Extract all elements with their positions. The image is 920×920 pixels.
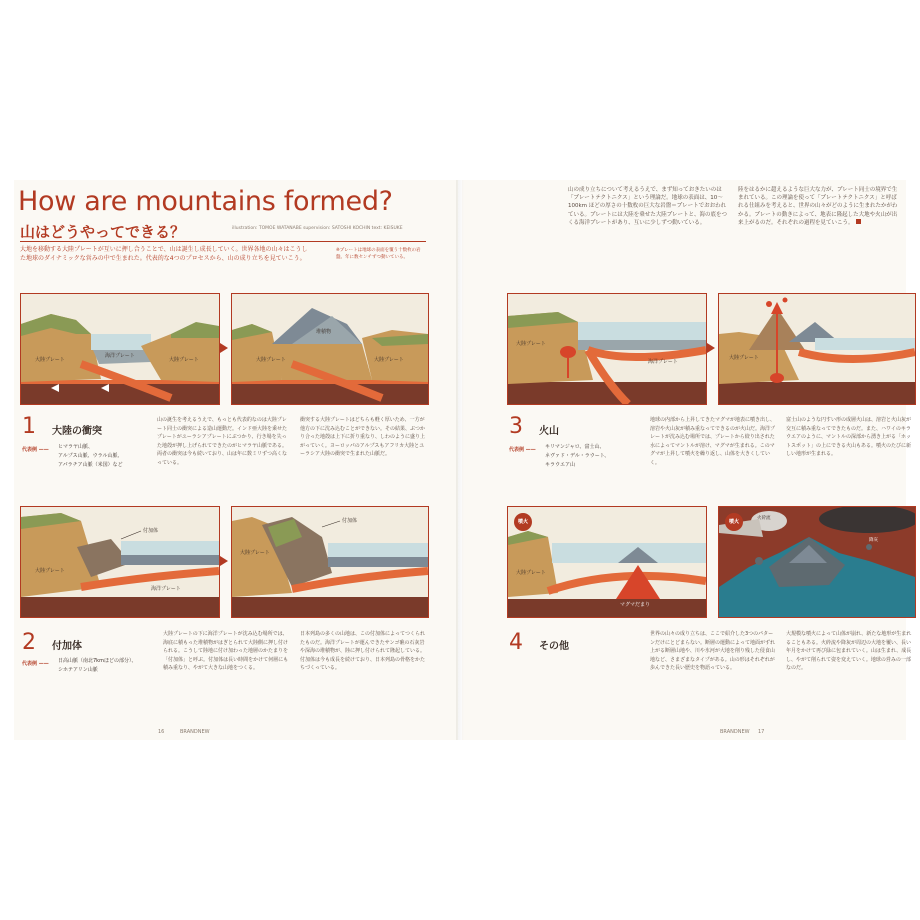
label-continental-plate: 大陸プレート xyxy=(516,570,546,576)
examples-label: 代表例 —— xyxy=(22,661,49,667)
diagram-other-eruption xyxy=(718,506,916,618)
arrow-right-icon xyxy=(707,343,715,353)
label-continental-plate: 大陸プレート xyxy=(374,357,404,363)
intro-lead: 大地を移動する大陸プレートが互いに押し合うことで、山は誕生し成長していく。世界各地の山々はこうした地球のダイナミックな営みの中で生まれた。代表的な4つのプロセスから、山の成り立ちを見ていこう。 xyxy=(20,246,308,262)
label-continental-plate: 大陸プレート xyxy=(516,341,546,347)
label-ash: 降灰 xyxy=(869,538,878,543)
section-body: 世界の山々の成り立ちは、ここで紹介した3つのパターンだけにとどまらない。断層の運動によって地面がずれ上がる断層山地や、川や氷河が大地を削り残した侵食山地など、さまざまなタイプがある。山の形はそれぞれが歩んできた長い歴史を物語っている。 xyxy=(650,631,776,672)
section-number: 1 xyxy=(22,414,36,439)
header-rule xyxy=(20,241,426,242)
example-item: アパラチア山脈（米国）など xyxy=(58,462,123,468)
diagram-collision-after xyxy=(231,293,429,405)
page-number-left: 16 xyxy=(158,729,165,735)
section-title: 付加体 xyxy=(52,641,82,652)
diagram-volcano-before xyxy=(507,293,707,405)
diagram-volcano-after xyxy=(718,293,916,405)
section-body: 富士山のような円すい形の成層火山は、溶岩と火山灰が交互に積み重なってできたものだ。また、ハワイのキラウエアのように、マントルの深部から湧き上がる「ホットスポット」の上にできる火山もある。噴火のたびに新しい地形が生まれる。 xyxy=(786,417,912,458)
right-intro-col2-text: 陸をはるかに超えるような巨大な力が、プレート同士の境界で生まれている。この理論を使って「プレートテクトニクス」と呼ばれる仕組みを考えると、世界の山々がどのように生まれたかがわかる。プレートの動きによって、地表に隆起した大地や火山が出来上がるのだ。それぞれの過程を見ていこう。 xyxy=(738,187,898,226)
examples-label: 代表例 —— xyxy=(22,447,49,453)
label-continental-plate: 大陸プレート xyxy=(35,568,65,574)
end-mark-icon xyxy=(856,219,861,224)
diagram-accretion-before xyxy=(20,506,220,618)
example-item: 日高山脈（南北7kmほどの部分）、 xyxy=(58,658,137,664)
section-title: その他 xyxy=(539,641,569,652)
page-number-right: 17 xyxy=(758,729,765,735)
label-magma: マグマだまり xyxy=(620,602,651,608)
section-body: 地球の内部から上昇してきたマグマが地表に噴き出し、溶岩や火山灰が積み重なってできるのが火山だ。海洋プレートが沈み込む場所では、プレートから絞り出された水によってマントルが溶け、マグマが生まれる。このマグマが上昇して噴火を繰り返し、山体を大きくしていく。 xyxy=(650,417,776,466)
right-intro-col1: 山の成り立ちについて考えるうえで、まず知っておきたいのは「プレートテクトニクス」という理論だ。地球の表面は、10〜100km ほどの厚さの十数枚の巨大な岩盤＝プレートでおおわれている。プレートには大陸を乗せた大陸プレートと、海の底をつくる海洋プレートがあり、互いに少しずつ動いている。 xyxy=(568,187,728,226)
page-title: How are mountains formed? xyxy=(18,186,393,217)
label-pyroclastic-flow: 火砕流 xyxy=(757,516,771,521)
label-continental-plate: 大陸プレート xyxy=(240,550,270,556)
label-oceanic-plate: 海洋プレート xyxy=(151,586,181,592)
gutter xyxy=(456,180,464,740)
examples-list xyxy=(545,443,635,470)
section-number: 2 xyxy=(22,630,36,655)
intro-side-note: ※プレートは地球の表面を覆う十数枚の岩盤。年に数センチずつ動いている。 xyxy=(336,248,421,260)
label-accretion: 付加体 xyxy=(342,518,358,524)
credits: illustration: TOMOE WATANABE supervision: SATOSHI KOCHIN text: KEISUKE xyxy=(232,226,403,231)
right-intro-col2 xyxy=(738,186,898,227)
arrow-right-icon xyxy=(220,343,228,353)
example-item: アルプス山脈、ウラル山脈、 xyxy=(58,453,123,459)
folio-brand-right: BRANDNEW xyxy=(720,729,750,735)
examples-list xyxy=(58,657,154,675)
label-accretion: 付加体 xyxy=(143,528,159,534)
label-oceanic-plate: 海洋プレート xyxy=(648,359,678,365)
section-number: 3 xyxy=(509,414,523,439)
diagram-accretion-after xyxy=(231,506,429,618)
label-sediment: 堆積物 xyxy=(316,329,332,335)
folio-brand-left: BRANDNEW xyxy=(180,729,210,735)
section-body: 大陸プレートの下に海洋プレートが沈み込む場所では、海底に積もった堆積物がはぎとられて大陸側に押し付けられる。こうして陸地に付け加わった地層のかたまりを「付加体」と呼ぶ。付加体は長い時間をかけて何層にも積み重なり、やがて大きな山地をつくる。 xyxy=(163,631,289,672)
diagram-other-hotspot xyxy=(507,506,707,618)
section-body: 山の誕生を考えるうえで、もっとも代表的なのは大陸プレート同士の衝突による造山運動だ。インド亜大陸を乗せたプレートがユーラシアプレートにぶつかり、行き場を失った地殻が押し上げられてできたのがヒマラヤ山脈である。両者の衝突は今も続いており、山は年に数ミリずつ高くなっている。 xyxy=(157,417,288,466)
label-continental-plate: 大陸プレート xyxy=(729,355,759,361)
label-continental-plate: 大陸プレート xyxy=(35,357,65,363)
section-title: 大陸の衝突 xyxy=(52,426,102,437)
example-item: ネヴァド・デル・ラウート、 xyxy=(545,453,610,459)
section-body: 日本列島の多くの山地は、この付加体によってつくられたものだ。海洋プレートが運んできたサンゴ礁の石灰岩や深海の堆積物が、陸に押し付けられて隆起している。付加体は今も成長を続けており、日本列島の骨格をかたちづくっている。 xyxy=(300,631,426,672)
label-continental-plate: 大陸プレート xyxy=(256,357,286,363)
page-subtitle: 山はどうやってできる？ xyxy=(20,223,186,241)
section-body: 衝突する大陸プレートはどちらも軽く厚いため、一方が他方の下に沈み込むことができない。その結果、ぶつかり合った地殻は上下に折り重なり、しわのように盛り上がっていく。ヨーロッパのアルプスもアフリカ大陸とユーラシア大陸の衝突で生まれた山脈だ。 xyxy=(300,417,426,458)
eruption-badge: 噴火 xyxy=(725,513,743,531)
example-item: キリマンジャロ、富士山、 xyxy=(545,444,605,450)
section-title: 火山 xyxy=(539,426,559,437)
diagram-collision-before xyxy=(20,293,220,405)
example-item: シホテアリン山脈 xyxy=(58,667,98,673)
examples-list xyxy=(58,443,148,470)
example-item: キラウエア山 xyxy=(545,462,576,468)
section-body: 大規模な噴火によって山体が崩れ、新たな地形が生まれることもある。火砕流や降灰が周辺の大地を覆い、長い年月をかけて再び緑に包まれていく。山は生まれ、成長し、やがて削られて姿を変えていく。地球の営みの一部なのだ。 xyxy=(786,631,912,672)
label-continental-plate: 大陸プレート xyxy=(169,357,199,363)
eruption-badge: 噴火 xyxy=(514,513,532,531)
label-oceanic-plate: 海洋プレート xyxy=(105,353,135,359)
section-number: 4 xyxy=(509,630,523,655)
arrow-right-icon xyxy=(220,556,228,566)
examples-label: 代表例 —— xyxy=(509,447,536,453)
example-item: ヒマラヤ山脈、 xyxy=(58,444,94,450)
